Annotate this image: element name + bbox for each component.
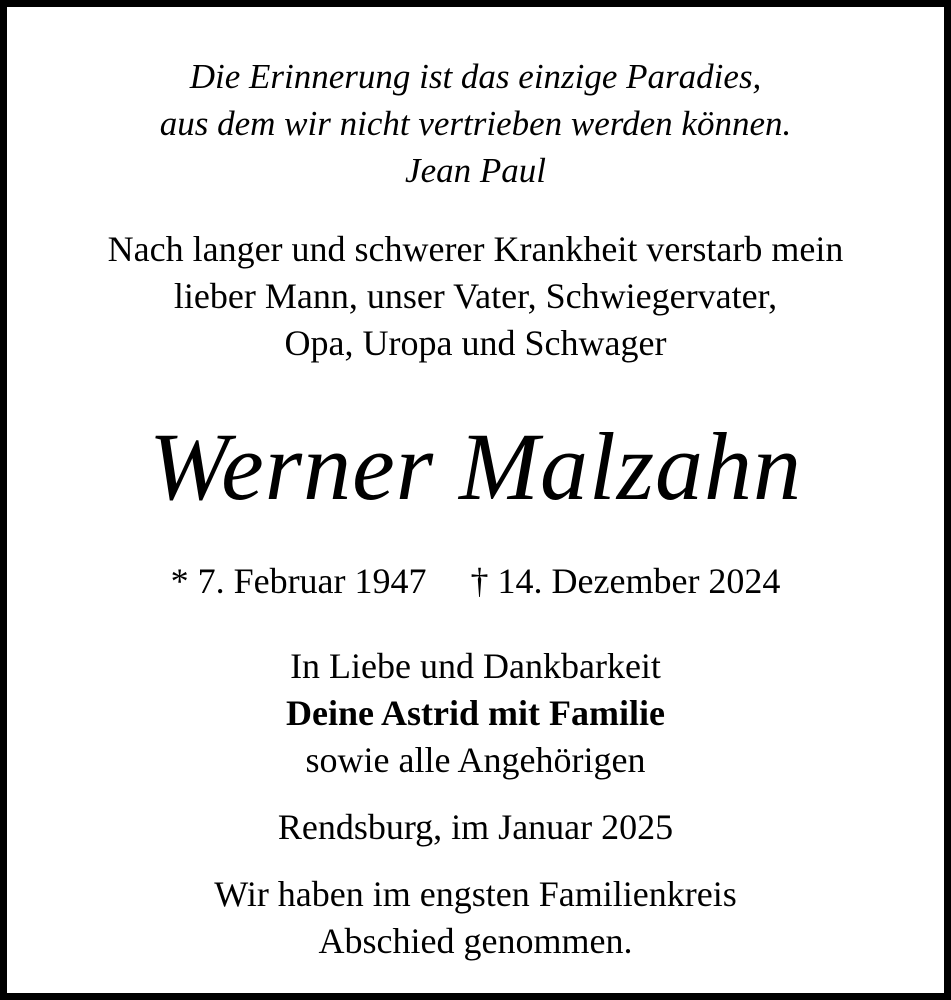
death-date: † 14. Dezember 2024 [470,561,781,601]
mourners-line-1: In Liebe und Dankbarkeit [290,646,661,686]
quote-line-1: Die Erinnerung ist das einzige Paradies, [189,57,762,96]
place-date: Rendsburg, im Januar 2025 [277,807,674,847]
farewell-line-2: Abschied genommen. [318,921,633,961]
mourners-line-3: sowie alle Angehörigen [305,740,646,780]
farewell-line-1: Wir haben im engsten Familienkreis [214,874,737,914]
announcement-line-3: Opa, Uropa und Schwager [284,323,667,363]
deceased-name: Werner Malzahn [148,413,803,520]
birth-date: * 7. Februar 1947 [170,561,427,601]
life-dates [7,563,944,599]
announcement-line-1: Nach langer und schwerer Krankheit verstarb mein [107,229,844,269]
mourners-line-2: Deine Astrid mit Familie [286,693,665,733]
quote-author: Jean Paul [405,151,546,190]
announcement-line-2: lieber Mann, unser Vater, Schwiegervater, [173,276,778,316]
quote-line-2: aus dem wir nicht vertrieben werden können. [159,104,792,143]
